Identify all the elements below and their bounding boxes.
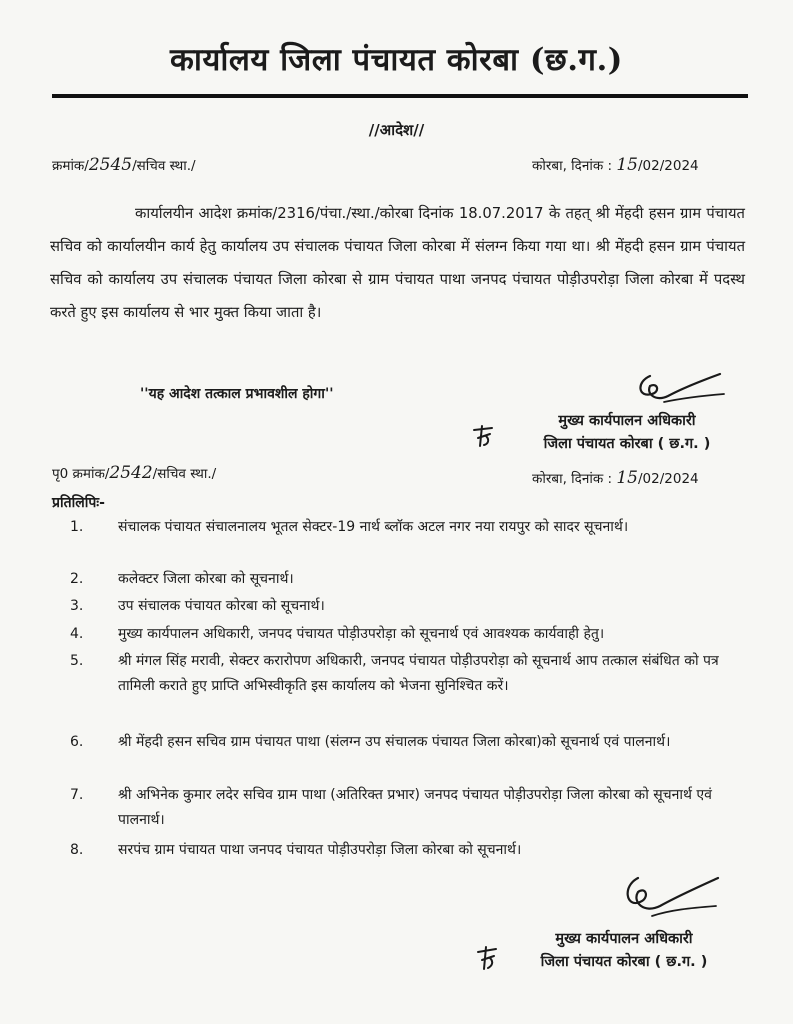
order-document: कार्यालय जिला पंचायत कोरबा (छ.ग.) //आदेश// क्रमांक/2545/सचिव स्था./ कोरबा, दिनांक : 15/02/2024 कार्यालयीन आदेश क्रमांक/2316/पंचा./स्था./कोरबा दिनांक 18.07.2017 के तहत् श्री मेंहदी हसन ग्राम पंचायत सचिव को कार्यालयीन कार्य हेतु कार्यालय उप संचालक पंचायत जिला कोरबा में संलग्न किया गया था। श्री मेंहदी हसन ग्राम पंचायत सचिव को कार्यालय उप संचालक पंचायत जिला कोरबा से ग्राम पंचायत पाथा जनपद पंचायत पोड़ीउपरोड़ा जिला कोरबा में पदस्थ करते हुए इस कार्यालय से भार मुक्त किया जाता है। ''यह आदेश तत्काल प्रभावशील होगा'' मुख्य कार्यपालन अधिकारी जिला पंचायत कोरबा ( छ.ग. ) पृ0 क्रमांक/2542/सचिव स्था./ कोरबा, दिनांक : 15/02/2024 प्रतिलिपिः- 1. संचालक पंचायत संचालनालय भूतल सेक्टर-19 नार्थ ब्लॉक अटल नगर नया रायपुर को सादर सूचनार्थ। 2. कलेक्टर जिला कोरबा को सूचनार्थ। 3. उप संचालक पंचायत कोरबा को सूचनार्थ। 4. मुख्य कार्यपालन अधिकारी, जनपद पंचायत पोड़ीउपरोड़ा को सूचनार्थ एवं आवश्यक कार्यवाही हेतु। 5. श्री मंगल सिंह मरावी, सेक्टर करारोपण अधिकारी, जनपद पंचायत पोड़ीउपरोड़ा को सूचनार्थ आप तत्काल संबंधित को पत्र तामिली कराते हुए प्राप्ति अभिस्वीकृति इस कार्यालय को भेजना सुनिश्चित करें। 6. श्री मेंहदी हसन सचिव ग्राम पंचायत पाथा (संलग्न उप संचालक पंचायत जिला कोरबा)को सूचनार्थ एवं पालनार्थ। 7. श्री अभिनेक कुमार लदेर सचिव ग्राम पाथा (अतिरिक्त प्रभार) जनपद पंचायत पोड़ीउपरोड़ा जिला कोरबा को सूचनार्थ एवं पालनार्थ। 8. सरपंच ग्राम पंचायत पाथा जनपद पंचायत पोड़ीउपरोड़ा जिला कोरबा को सूचनार्थ। मुख्य कार्यपालन अधिकारी जिला पंचायत कोरबा ( छ.ग. )	[0, 0, 793, 1024]
copy-to-label: प्रतिलिपिः-	[52, 495, 105, 511]
officer-signature-1	[628, 368, 738, 410]
header-rule	[52, 94, 748, 98]
signatory-office: जिला पंचायत कोरबा ( छ.ग. )	[540, 954, 708, 970]
signature-block-1	[512, 410, 742, 456]
signatory-designation: मुख्य कार्यपालन अधिकारी	[555, 931, 693, 947]
order-body: कार्यालयीन आदेश क्रमांक/2316/पंचा./स्था./कोरबा दिनांक 18.07.2017 के तहत् श्री मेंहदी हसन ग्राम पंचायत सचिव को कार्यालयीन कार्य हेतु कार्यालय उप संचालक पंचायत जिला कोरबा में संलग्न किया गया था। श्री मेंहदी हसन ग्राम पंचायत सचिव को कार्यालय उप संचालक पंचायत जिला कोरबा से ग्राम पंचायत पाथा जनपद पंचायत पोड़ीउपरोड़ा जिला कोरबा में पदस्थ करते हुए इस कार्यालय से भार मुक्त किया जाता है।	[50, 205, 745, 321]
order-date: कोरबा, दिनांक : 15/02/2024	[532, 155, 699, 175]
signatory-designation: मुख्य कार्यपालन अधिकारी	[558, 413, 696, 429]
officer-signature-2	[608, 868, 728, 928]
endorsement-date: कोरबा, दिनांक : 15/02/2024	[532, 468, 699, 488]
order-title: //आदेश//	[368, 121, 425, 139]
effective-note: ''यह आदेश तत्काल प्रभावशील होगा''	[140, 386, 334, 402]
order-number: 2545	[88, 155, 133, 175]
endorsement-number: 2542	[109, 463, 153, 483]
order-reference: क्रमांक/2545/सचिव स्था./	[52, 155, 196, 175]
endorsement-reference: पृ0 क्रमांक/2542/सचिव स्था./	[52, 463, 217, 483]
initial-mark-1	[470, 424, 498, 448]
office-title: कार्यालय जिला पंचायत कोरबा (छ.ग.)	[170, 42, 623, 78]
initial-mark-2	[474, 944, 502, 972]
signature-block-2	[508, 928, 740, 974]
signatory-office: जिला पंचायत कोरबा ( छ.ग. )	[543, 436, 711, 452]
